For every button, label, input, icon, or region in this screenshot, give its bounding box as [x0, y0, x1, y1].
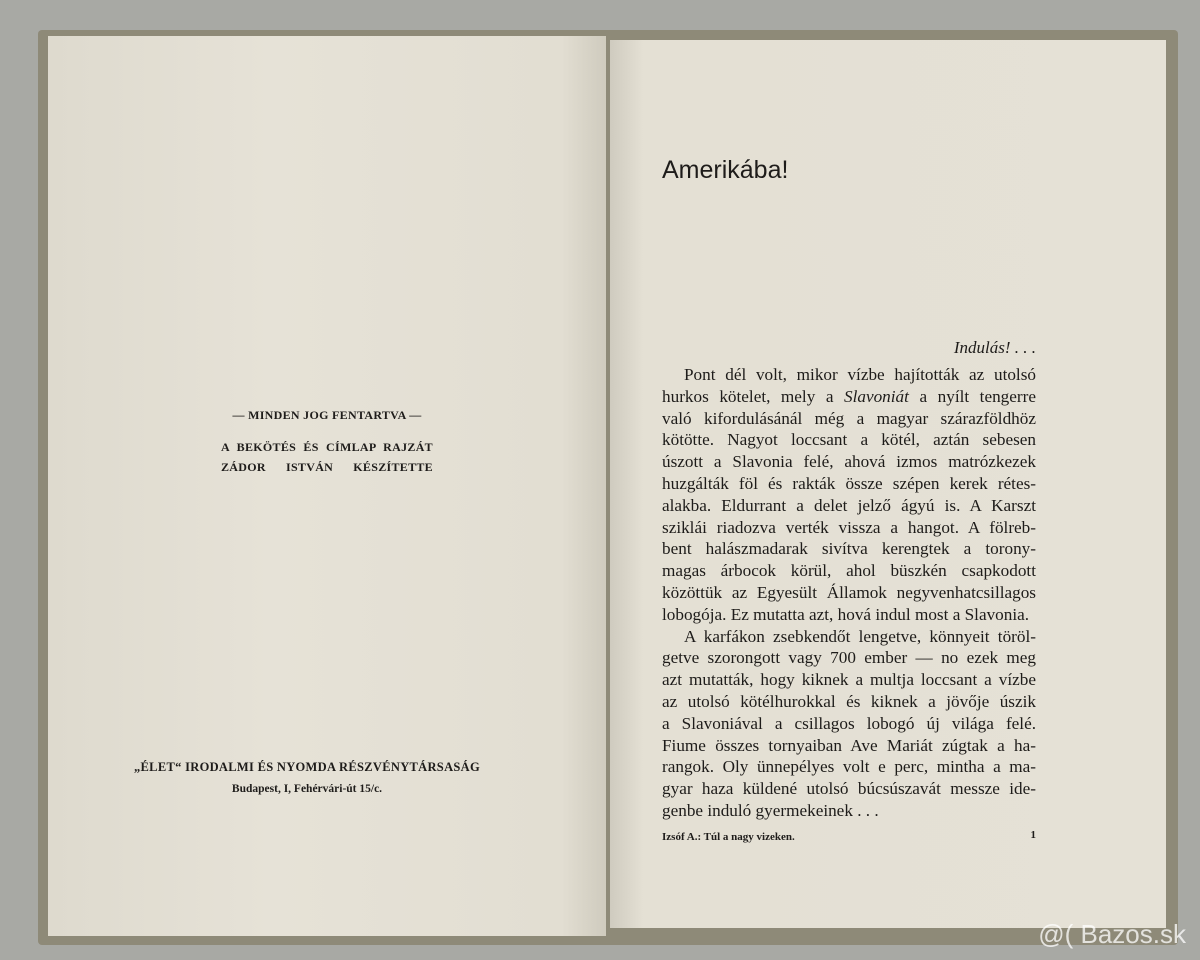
page-footer — [662, 830, 1036, 844]
text-line: a Slavoniával a csillagos lobogó új világa felé. — [662, 713, 1036, 733]
text-line: bent halászmadarak sivítva kerengtek a torony- — [662, 539, 1036, 559]
credits-line-2 — [48, 460, 606, 475]
text-line: kötötte. Nagyot loccsant a kötél, aztán sebesen — [662, 430, 1036, 450]
text-line: magas árbocok körül, ahol büszkén csapkodott — [662, 561, 1036, 581]
text-line: az utolsó kötélhurokkal és kiknek a jövője úszik — [662, 691, 1036, 711]
text-line: közöttük az Egyesült Államok negyvenhatcsillagos — [662, 582, 1036, 602]
text-line: azt mutatták, hogy kiknek a multja loccsant a vízbe — [662, 670, 1036, 690]
credits-line-1 — [48, 440, 606, 455]
text-line: úszott a Slavonia felé, ahová izmos matrózkezek — [662, 452, 1036, 472]
left-page — [48, 36, 606, 936]
text-line: A karfákon zsebkendőt lengetve, könnyeit töröl- — [684, 626, 1036, 646]
publisher: „ÉLET“ IRODALMI ÉS NYOMDA RÉSZVÉNYTÁRSASÁG — [134, 760, 480, 774]
text-line: hurkos kötelet, mely a Slavoniát a nyílt tengerre — [662, 386, 1036, 406]
watermark: @( Bazos.sk — [1038, 919, 1186, 949]
publisher-address: Budapest, I, Fehérvári-út 15/c. — [231, 783, 383, 795]
chapter-title: Amerikába! — [662, 156, 789, 184]
running-footer: Izsóf A.: Túl a nagy vizeken. — [662, 831, 795, 843]
section-subtitle: Indulás! . . . — [953, 338, 1036, 357]
text-line: Pont dél volt, mikor vízbe hajították az utolsó — [684, 365, 1036, 384]
rights-notice: — MINDEN JOG FENTARTVA — — [232, 408, 422, 422]
text-line: huzgálták föl és rakták össze szépen kerek rétes- — [662, 473, 1036, 493]
right-page — [610, 40, 1166, 928]
text-line: lobogója. Ez mutatta azt, hová indul most a Slavonia. — [662, 604, 1030, 624]
page-number: 1 — [1030, 829, 1036, 841]
text-line: sziklái riadozva verték vissza a hangot. A fölreb- — [662, 517, 1036, 537]
text-line: való kifordulásánál még a magyar szárazföldhöz — [662, 408, 1036, 428]
body-text — [662, 364, 1036, 822]
text-line: alakba. Eldurrant a delet jelző ágyú is. A Karszt — [662, 495, 1036, 515]
text-line: genbe induló gyermekeinek . . . — [662, 800, 879, 820]
text-line: Fiume összes tornyaiban Ave Mariát zúgtak a ha- — [662, 735, 1036, 755]
text-line: gyar haza küldené utolsó búcsúszavát messze ide- — [662, 779, 1036, 799]
credits-line-1-text: A BEKÖTÉS ÉS CÍMLAP RAJZÁT — [221, 440, 433, 454]
credits-line-2-text: ZÁDOR ISTVÁN KÉSZÍTETTE — [221, 460, 433, 474]
text-line: getve szorongott vagy 700 ember — no ezek meg — [662, 648, 1036, 668]
text-line: rangok. Oly ünnepélyes volt e perc, mintha a ma- — [662, 757, 1036, 777]
